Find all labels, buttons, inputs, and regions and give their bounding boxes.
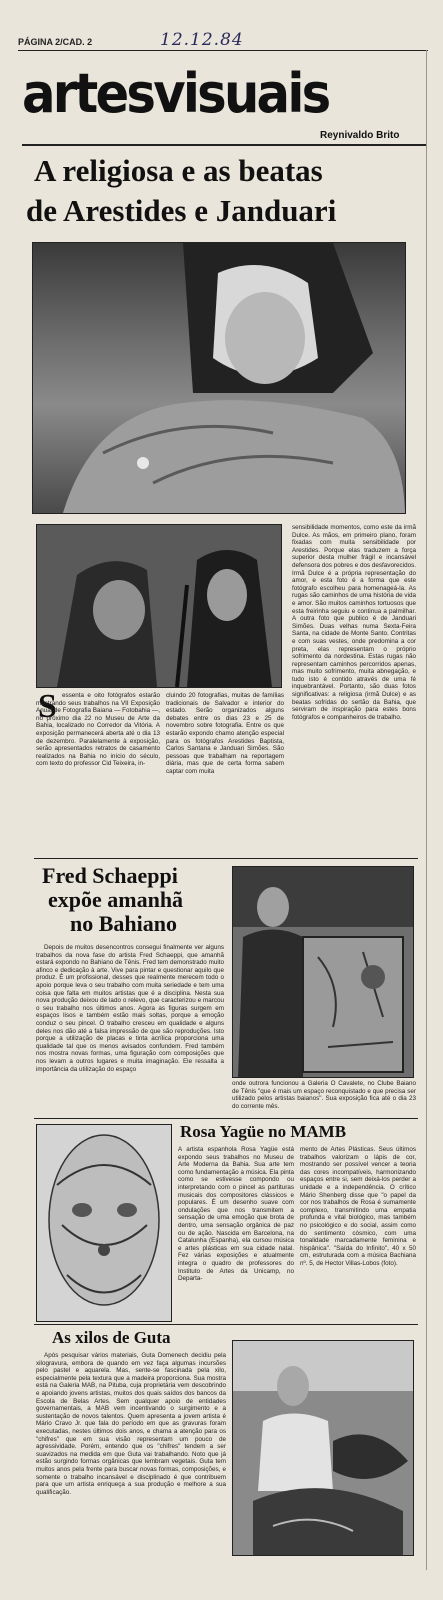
rosa-bottom-rule xyxy=(34,1324,418,1325)
fred-caption-text: onde outrora funcionou a Galeria O Cavalete, no Clube Baiano de Tênis "que é mais um espaço reconquistado e que precisa ser utilizado pelos artistas baianos". Sua exposição fica até o dia 23 do corrente mês. xyxy=(232,1080,416,1110)
logo-rule xyxy=(22,144,426,146)
byline: Reynivaldo Brito xyxy=(320,130,400,141)
rosa-col1 xyxy=(178,1146,294,1320)
photo-guta-art xyxy=(233,1341,413,1555)
fred-body xyxy=(36,944,224,1112)
lead-col1 xyxy=(36,688,160,852)
photo-rosa-yague-artwork xyxy=(36,1124,172,1322)
fred-headline-line1: Fred Schaeppi xyxy=(42,863,178,888)
section-logo xyxy=(22,62,422,125)
lead-col3-text: sensibilidade momentos, como este da irmã Dulce. As mãos, em primeiro plano, foram fixadas com muita sensibilidade por Arestides. Porque elas traduzem a força superior desta mulher frágil e incansável defensora dos pobres e dos desfavorecidos. Irmã Dulce é a própria representação do amor, e esta foto é a forma que este fotógrafo escolheu para homenageá-la. As rugas são caminhos de uma história de vida e amor. São muitos caminhos tortuosos que esta freirinha seguiu e continua a palmilhar. A outra foto que publico é de Janduari Simões. Duas velhas numa Sexta-Feira Santa, na cidade de Monte Santo. Contritas e com suas vestes, onde predomina a cor preta, elas representam o próprio sofrimento da nordestina. Estas rugas não representam caminhos percorridos apenas, mas muito sofrimento, muita abnegação, e tudo isto é contido através de uma fé inquebrantável. Portanto, são duas fotos significativas: a religiosa (irmã Dulce) e as beatas sofridas do sertão da Bahia, que serviram de inspiração para estes bons fotógrafos e companheiros de trabalho. xyxy=(292,524,416,721)
lead-col3 xyxy=(292,524,416,848)
fred-headline-line3: no Bahiano xyxy=(70,911,177,936)
rosa-col2-text: mento de Artes Plásticas. Seus últimos trabalhos valorizam o lápis de cor, mostrando ser possível vencer a teoria das cores incompatíveis, harmonizando espaços entre si, sem deixá-los perder a unidade e a independência. O crítico Mário Shenberg disse que "o papel da cor nos trabalhos de Rosa é sumamente complexo, transmitindo uma empatia profunda e vital biológico, mas também no psicológico e do social, assim como do sentimento cósmico, com uma tonalidade marcadamente feminina e hispânica". "Saída do Infinito", 40 x 50 cm, estruturada com a música Bachiana nº. 5, de Hector Villas-Lobos (foto). xyxy=(300,1146,416,1267)
drop-cap: S xyxy=(38,688,57,725)
lead-headline-line2: de Arestides e Janduari xyxy=(26,193,337,228)
lead-col1-text: essenta e oito fotógrafos estarão mostrando seus trabalhos na VII Exposição Anual de Fotografia Baiana — Fotobahia —, no próximo dia 22 no Museu de Arte da Bahia, localizado no Corredor da Vitória. A exposição permanecerá aberta até o dia 13 de dezembro. Paralelamente à exposição, serão apresentados retratos de casamento realizados na Bahia no início do século, com texto do professor Cid Teixeira, in- xyxy=(36,692,160,768)
lead-bottom-rule xyxy=(34,858,418,859)
fred-bottom-rule xyxy=(34,1118,418,1119)
lead-headline-line1: A religiosa e as beatas xyxy=(34,153,323,188)
photo-irma-dulce-art xyxy=(33,243,405,513)
photo-rosa-art xyxy=(37,1125,171,1321)
guta-headline: As xilos de Guta xyxy=(52,1328,171,1347)
photo-fred-art xyxy=(233,867,413,1077)
guta-body-text: Após pesquisar vários materiais, Guta Domenech decidiu pela xilogravura, embora de quando em vez faça algumas incursões pelo pastel e aquarela. Mas, sente-se fascinada pela xilo, especialmente pela textura que a madeira proporciona. Sua mostra está na Galeria MAB, na Pituba, cuja proprietária vem descobrindo e apoiando jovens artistas, muitos dos quais saídos dos bancos da Escola de Belas Artes. Sem qualquer apoio de entidades governamentais, a MAB vem incentivando o surgimento e a sustentação de novos talentos. Quem apresenta a jovem artista é Mário Cravo Jr. que fala do período em que as gravuras foram executadas, nestes últimos dois anos, e chama a atenção para os "chifres" que em sua visão representam um pouco de agressividade. Porém, entendo que os "chifres" tendem a ser suavizados na medida em que Guta vai trabalhando. Noto que já estão surgindo formas orgânicas que lembram vegetais. Guta tem muitos anos pela frente para buscar novas formas, composições, e somente o trabalho incansável e disciplinado é que contribuem para que um artista enriqueça a sua produção e melhore a sua qualificação. xyxy=(36,1352,226,1496)
photo-beatas xyxy=(36,524,282,688)
photo-guta-domenech xyxy=(232,1340,414,1556)
fred-body-text: Depois de muitos desencontros consegui finalmente ver alguns trabalhos da nova fase do artista Fred Schaeppi, que amanhã estará expondo no Bahiano de Tênis. Fred tem demonstrado muito afinco e dedicação à arte. Vive para pintar e questionar aquilo que produz. É um profissional, desses que realmente merecem todo o apoio porque leva o seu trabalho com muita seriedade e tem uma coisa que falta em muitos artistas que é a disciplina. Nesta sua nova produção deixou de lado o relevo, que caracterizou e marcou o seu trabalho nos últimos anos. Agora as figuras surgem em espaços lisos e também estão mais soltas, porque a emoção conduz o seu pincel. O trabalho cresceu em qualidade e alguns deles nos dão até a falsa impressão de que são reproduções. Isto porque a utilização de placas e tinta acrílica proporciona uma qualidade tal que os menos avisados confundem. Fred também nos mostra novas formas, uma figuração com composições que nos levam a outros lugares e muita imaginação. Ele ressalta a importância da utilização do espaço xyxy=(36,944,224,1073)
rosa-col1-text: A artista espanhola Rosa Yagüe está expondo seus trabalhos no Museu de Arte Moderna da Bahia. Sua arte tem como fundamentação a música. Ela pinta como se estivesse compondo ou interpretando com o pincel as partituras musicais dos compositores clássicos e populares. É um desenho suave com ondulações que nos transmitem a sensação de uma emoção que brota de dentro, uma sensação orgânica de paz ou de ação. Nascida em Barcelona, na Catalunha (Espanha), ela cursou música e artes plásticas em sua cidade natal. Fez várias exposições e atualmente integra o quadro de professores do Instituto de Artes da Unicamp, no Departa- xyxy=(178,1146,294,1283)
photo-beatas-art xyxy=(37,525,281,687)
section-logo-text: artesvisuais xyxy=(22,62,329,125)
lead-col2-text: cluindo 20 fotografias, muitas de famílias tradicionais de Salvador e interior do estado. Serão organizados alguns debates entre os dias 23 e 25 de novembro sobre fotografia. Entre os que estarão expondo chamo atenção especial para os fotógrafos Arestides Baptista, Carlos Santana e Janduari Simões. São pessoas que trabalham na reportagem diária, mas que de certa forma sabem captar com muita xyxy=(166,692,284,775)
header-rule xyxy=(18,50,428,51)
fred-headline-line2: expõe amanhã xyxy=(48,887,184,912)
photo-irma-dulce xyxy=(32,242,406,514)
guta-body xyxy=(36,1352,226,1560)
page-right-border xyxy=(426,50,427,1570)
fred-caption xyxy=(232,1080,416,1114)
rosa-headline: Rosa Yagüe no MAMB xyxy=(180,1122,347,1141)
rosa-col2 xyxy=(300,1146,416,1320)
lead-col2 xyxy=(166,692,284,852)
photo-fred-schaeppi xyxy=(232,866,414,1078)
page-label: PÁGINA 2/CAD. 2 xyxy=(18,37,93,47)
handwritten-date: 12.12.84 xyxy=(160,30,244,50)
